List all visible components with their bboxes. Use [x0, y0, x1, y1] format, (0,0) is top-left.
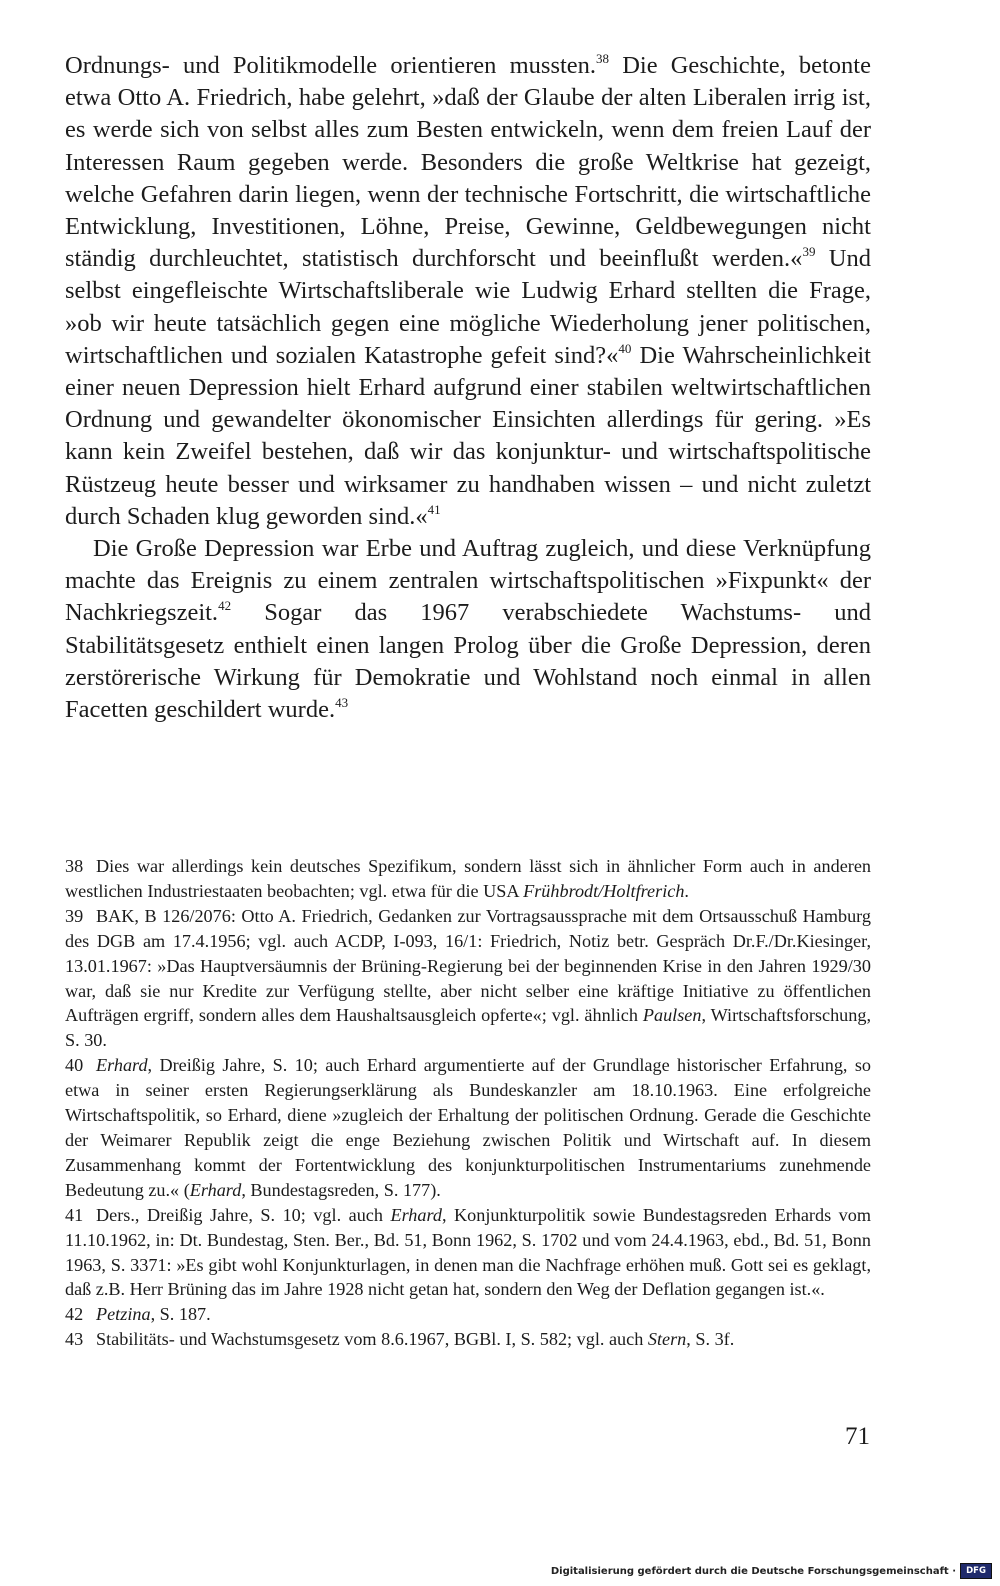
text-run: Die Große Depression war Erbe und Auftrag zugleich, und diese Verknüpfung machte das Ereignis zu einem zentralen wirtschaftspolitischen »Fixpunkt« der Nachkriegszeit.: [65, 535, 871, 627]
footnote-number: 41: [65, 1204, 84, 1225]
footnote-ref: 39: [802, 244, 816, 260]
footnote-ref: 40: [618, 340, 632, 356]
footnote-ref: 38: [596, 51, 610, 66]
footnote-number: 43: [65, 1329, 84, 1350]
italic-text: Erhard: [390, 1204, 442, 1225]
footnote-number: 40: [65, 1055, 84, 1076]
italic-text: Stern: [647, 1329, 687, 1350]
body-paragraph: [65, 50, 871, 533]
italic-text: Paulsen: [642, 1005, 702, 1026]
body-text: [65, 50, 871, 726]
text-run: , S. 3f.: [686, 1329, 735, 1350]
footnote-number: 39: [65, 905, 84, 926]
footnote: [65, 1053, 871, 1202]
dfg-credit-text: Digitalisierung gefördert durch die Deutsche Forschungsgemeinschaft ·: [550, 1565, 956, 1577]
dfg-logo-icon: DFG: [960, 1563, 992, 1579]
text-run: BAK, B 126/2076: Otto A. Friedrich, Gedanken zur Vortragsaussprache mit dem Ortsausschuß Hamburg des DGB am 17.4.1956; vgl. auch ACDP, I-093, 16/1: Friedrich, Notiz betr. Gespräch Dr.F./Dr.Kiesinger, 13.01.1967: »Das Hauptversäumnis der Brüning-Regierung bei der beginnenden Krise in den Jahren 1929/30 war, daß sie nur Kredite zur Verfügung stellte, aber nicht selber eine kräftige Initiative zu öffentlichen Aufträgen ergriff, sondern alles dem Haushaltsausgleich opferte«; vgl. ähnlich: [65, 905, 871, 1026]
footnote: [65, 854, 871, 904]
footnote-ref: 42: [218, 598, 232, 614]
footnote: [65, 904, 871, 1053]
italic-text: Frühbrodt/Holtfrerich: [523, 880, 685, 901]
body-paragraph: [65, 533, 871, 726]
dfg-credit-bar: [551, 1563, 992, 1579]
text-run: .: [684, 880, 689, 901]
text-run: , Dreißig Jahre, S. 10; auch Erhard argumentierte auf der Grundlage historischer Erfahrung, so etwa in seiner ersten Regierungserklärung als Bundeskanzler am 18.10.1963. Eine erfolgreiche Wirtschaftspolitik, so Erhard, diene »zugleich der Erhaltung der politischen Ordnung. Gerade die Geschichte der Weimarer Republik zeigt die enge Beziehung zwischen Politik und Wirtschaft auf. In diesem Zusammenhang kommt der Fortentwicklung des konjunkturpolitischen Instrumentariums zunehmende Bedeutung zu.« (: [65, 1055, 871, 1200]
italic-text: Erhard: [96, 1055, 148, 1076]
text-run: Ordnungs- und Politikmodelle orientieren mussten.: [65, 52, 597, 79]
footnote: [65, 1302, 871, 1327]
text-run: Die Geschichte, betonte etwa Otto A. Friedrich, habe gelehrt, »daß der Glaube der alten Liberalen irrig ist, es werde sich von selbst alles zum Besten entwickeln, wenn dem freien Lauf der Interessen Raum gegeben werde. Besonders die große Weltkrise hat gezeigt, welche Gefahren darin liegen, wenn der technische Fortschritt, die wirtschaftliche Entwicklung, Investitionen, Löhne, Preise, Gewinne, Geldbewegungen nicht ständig durchleuchtet, statistisch durchforscht und beeinflußt werden.«: [65, 52, 871, 273]
footnote-ref: 43: [335, 695, 349, 711]
footnote-number: 38: [65, 856, 84, 876]
text-run: Sogar das 1967 verabschiedete Wachstums- und Stabilitätsgesetz enthielt einen langen Prolog über die Große Depression, deren zerstörerische Wirkung für Demokratie und Wohlstand noch einmal in allen Facetten geschildert wurde.: [65, 599, 871, 724]
text-run: Ders., Dreißig Jahre, S. 10; vgl. auch: [96, 1204, 391, 1225]
text-run: , Bundestagsreden, S. 177).: [241, 1179, 441, 1200]
footnote: [65, 1327, 871, 1352]
page-number: 71: [845, 1423, 870, 1450]
text-run: Stabilitäts- und Wachstumsgesetz vom 8.6.1967, BGBl. I, S. 582; vgl. auch: [96, 1329, 648, 1350]
italic-text: Erhard: [189, 1179, 242, 1200]
footnote-ref: 41: [427, 501, 441, 517]
footnotes: [65, 854, 871, 1352]
text-run: , S. 187.: [150, 1304, 211, 1325]
footnote-number: 42: [65, 1304, 84, 1325]
text-run: , Konjunkturpolitik sowie Bundestagsreden Erhards vom 11.10.1962, in: Dt. Bundestag, Sten. Ber., Bd. 51, Bonn 1962, S. 1702 und vom 24.4.1963, ebd., Bd. 51, Bonn 1963, S. 3371: »Es gibt wohl Konjunkturlagen, in denen man die Nachfrage erhöhen muß. Gott sei es geklagt, daß z.B. Herr Brüning das im Jahre 1928 nicht getan hat, sondern den Weg der Deflation gegangen ist.«.: [65, 1204, 871, 1300]
text-run: Die Wahrscheinlichkeit einer neuen Depression hielt Erhard aufgrund einer stabilen weltwirtschaftlichen Ordnung und gewandelter ökonomischer Einsichten allerdings für gering. »Es kann kein Zweifel bestehen, daß wir das konjunktur- und wirtschaftspolitische Rüstzeug heute besser und wirksamer zu handhaben wissen – und nicht zuletzt durch Schaden klug geworden sind.«: [65, 341, 871, 530]
footnote: [65, 1203, 871, 1303]
text-run: Und selbst eingefleischte Wirtschaftsliberale wie Ludwig Erhard stellten die Frage, »ob wir heute tatsächlich gegen eine mögliche Wiederholung jener politischen, wirtschaftlichen und sozialen Katastrophe gefeit sind?«: [65, 245, 871, 369]
text-run: Dies war allerdings kein deutsches Spezifikum, sondern lässt sich in ähnlicher Form auch in anderen westlichen Industriestaaten beobachten; vgl. etwa für die USA: [65, 856, 871, 901]
text-run: , Wirtschaftsforschung, S. 30.: [65, 1005, 871, 1051]
italic-text: Petzina: [96, 1304, 151, 1325]
